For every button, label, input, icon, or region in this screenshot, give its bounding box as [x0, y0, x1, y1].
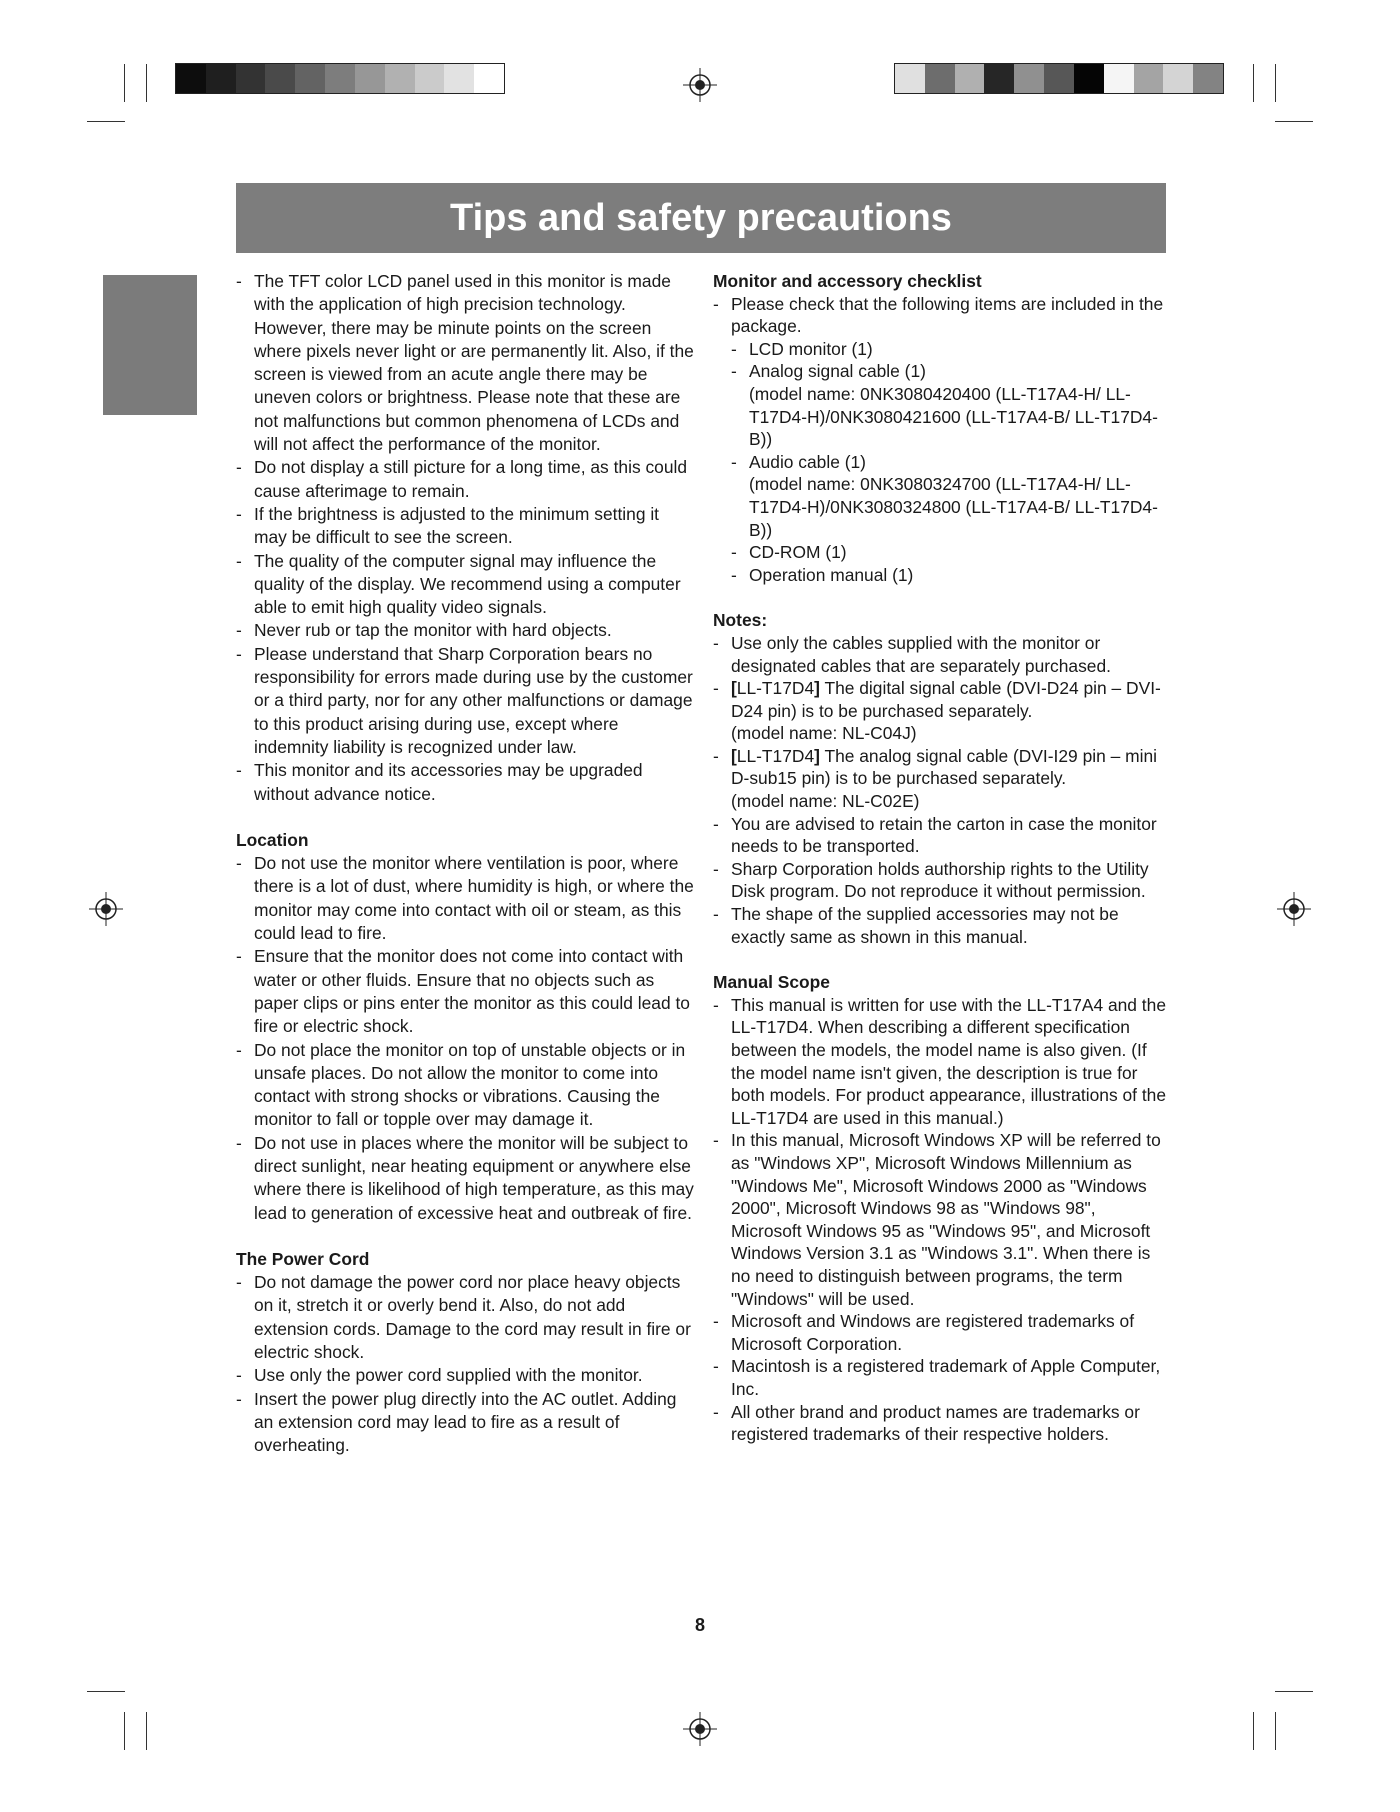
registration-mark-left-icon	[89, 892, 123, 926]
left-column	[236, 270, 694, 1458]
notes-list	[713, 632, 1169, 948]
audio-cable-models: (model name: 0NK3080324700 (LL-T17A4-H/ LL-T17D4-H)/0NK3080324800 (LL-T17A4-B/ LL-T17D4-B))	[749, 474, 1158, 540]
power-cord-list	[236, 1271, 694, 1457]
checklist-item: - CD-ROM (1)	[731, 542, 847, 563]
list-item: - Insert the power plug directly into the AC outlet. Adding an extension cord may lead to fire as a result of overheating.	[236, 1388, 677, 1456]
checklist-items	[713, 338, 1169, 587]
checklist-item: - Audio cable (1) (model name: 0NK3080324700 (LL-T17A4-H/ LL-T17D4-H)/0NK3080324800 (LL-T17A4-B/ LL-T17D4-B))	[731, 451, 1158, 540]
notes-heading: Notes:	[713, 610, 768, 631]
checklist-heading: Monitor and accessory checklist	[713, 271, 982, 291]
list-item: - This manual is written for use with the LL-T17A4 and the LL-T17D4. When describing a different specification between the models, the model name is also given. (If the model name isn't given, the description is true for both models. For product appearance, illustrations of the LL-T17D4 are used in this manual.)	[713, 994, 1167, 1128]
list-item: - You are advised to retain the carton in case the monitor needs to be transported.	[713, 813, 1157, 857]
list-item: - Please understand that Sharp Corporation bears no responsibility for errors made during use by the customer or a third party, nor for any other malfunctions or damage to this product arising during use, except where indemnity liability is recognized under law.	[236, 643, 693, 757]
list-item: - The quality of the computer signal may influence the quality of the display. We recommend using a computer able to emit high quality video signals.	[236, 550, 681, 618]
list-item: - [LL-T17D4] The digital signal cable (DVI-D24 pin – DVI-D24 pin) is to be purchased separately. (model name: NL-C04J)	[713, 678, 1161, 744]
list-item: - [LL-T17D4] The analog signal cable (DVI-I29 pin – mini D-sub15 pin) is to be purchased separately. (model name: NL-C02E)	[713, 745, 1157, 812]
list-item: - Microsoft and Windows are registered trademarks of Microsoft Corporation.	[713, 1311, 1135, 1354]
color-bar-left	[175, 63, 505, 94]
manual-scope-list	[713, 994, 1169, 1446]
registration-mark-top-icon	[683, 68, 717, 102]
right-column	[713, 270, 1169, 1446]
list-item: - Never rub or tap the monitor with hard objects.	[236, 620, 612, 641]
analog-cable-models: (model name: 0NK3080420400 (LL-T17A4-H/ LL-T17D4-H)/0NK3080421600 (LL-T17A4-B/ LL-T17D4-B))	[749, 383, 1158, 450]
checklist-intro: - Please check that the following items are included in the package.	[713, 293, 1164, 337]
list-item: - Do not place the monitor on top of unstable objects or in unsafe places. Do not allow the monitor to come into contact with strong shocks or vibrations. Causing the monitor to fall or topple over may damage it.	[236, 1039, 686, 1130]
section-side-tab	[103, 275, 197, 415]
page-title-banner	[236, 183, 1166, 253]
location-list	[236, 852, 694, 1225]
page-title: Tips and safety precautions	[450, 196, 952, 239]
checklist-item: - Analog signal cable (1) (model name: 0NK3080420400 (LL-T17A4-H/ LL-T17D4-H)/0NK3080421600 (LL-T17A4-B/ LL-T17D4-B))	[731, 361, 1158, 450]
list-item: - If the brightness is adjusted to the minimum setting it may be difficult to see the screen.	[236, 503, 660, 548]
list-item: - In this manual, Microsoft Windows XP will be referred to as "Windows XP", Microsoft Windows Millennium as "Windows Me", Microsoft Windows 2000 as "Windows 2000", Microsoft Windows 98 as "Windows 98", Microsoft Windows 95 as "Windows 95", and Microsoft Windows Version 3.1 as "Windows 3.1". When there is no need to distinguish between programs, the term "Windows" will be used.	[713, 1130, 1161, 1309]
list-item: - Do not use in places where the monitor will be subject to direct sunlight, near heating equipment or anywhere else where there is likelihood of high temperature, as this may lead to generation of excessive heat and outbreak of fire.	[236, 1132, 694, 1223]
manual-scope-heading: Manual Scope	[713, 972, 830, 993]
power-cord-heading: The Power Cord	[236, 1248, 370, 1269]
list-item: - Macintosh is a registered trademark of Apple Computer, Inc.	[713, 1356, 1161, 1399]
list-item: - Use only the power cord supplied with the monitor.	[236, 1365, 643, 1386]
intro-list	[236, 270, 694, 806]
list-item: - Ensure that the monitor does not come into contact with water or other fluids. Ensure that no objects such as paper clips or pins enter the monitor as this could lead to fire or electric shock.	[236, 946, 690, 1037]
list-item: - Sharp Corporation holds authorship rights to the Utility Disk program. Do not reproduce it without permission.	[713, 858, 1149, 902]
list-item: - The shape of the supplied accessories may not be exactly same as shown in this manual.	[713, 904, 1119, 947]
list-item: - This monitor and its accessories may be upgraded without advance notice.	[236, 760, 643, 804]
registration-mark-bottom-icon	[683, 1712, 717, 1746]
list-item: - All other brand and product names are trademarks or registered trademarks of their respective holders.	[713, 1401, 1140, 1445]
location-heading: Location	[236, 829, 309, 850]
color-bar-right	[894, 63, 1224, 94]
list-item: - Use only the cables supplied with the monitor or designated cables that are separately purchased.	[713, 632, 1111, 676]
list-item: - The TFT color LCD panel used in this monitor is made with the application of high precision technology. However, there may be minute points on the screen where pixels never light or are permanently lit. Also, if the screen is viewed from an acute angle there may be uneven colors or brightness. Please note that these are not malfunctions but common phenomena of LCDs and will not affect the performance of the monitor.	[236, 271, 694, 455]
list-item: - Do not display a still picture for a long time, as this could cause afterimage to remain.	[236, 457, 688, 501]
checklist-item: - LCD monitor (1)	[731, 338, 873, 359]
registration-mark-right-icon	[1277, 892, 1311, 926]
list-item: - Do not use the monitor where ventilation is poor, where there is a lot of dust, where humidity is high, or where the monitor may come into contact with oil or steam, as this could lead to fire.	[236, 853, 694, 944]
page-number: 8	[694, 1615, 705, 1635]
list-item: - Do not damage the power cord nor place heavy objects on it, stretch it or overly bend it. Also, do not add extension cords. Damage to the cord may result in fire or electric shock.	[236, 1272, 691, 1363]
checklist-item: - Operation manual (1)	[731, 564, 914, 585]
